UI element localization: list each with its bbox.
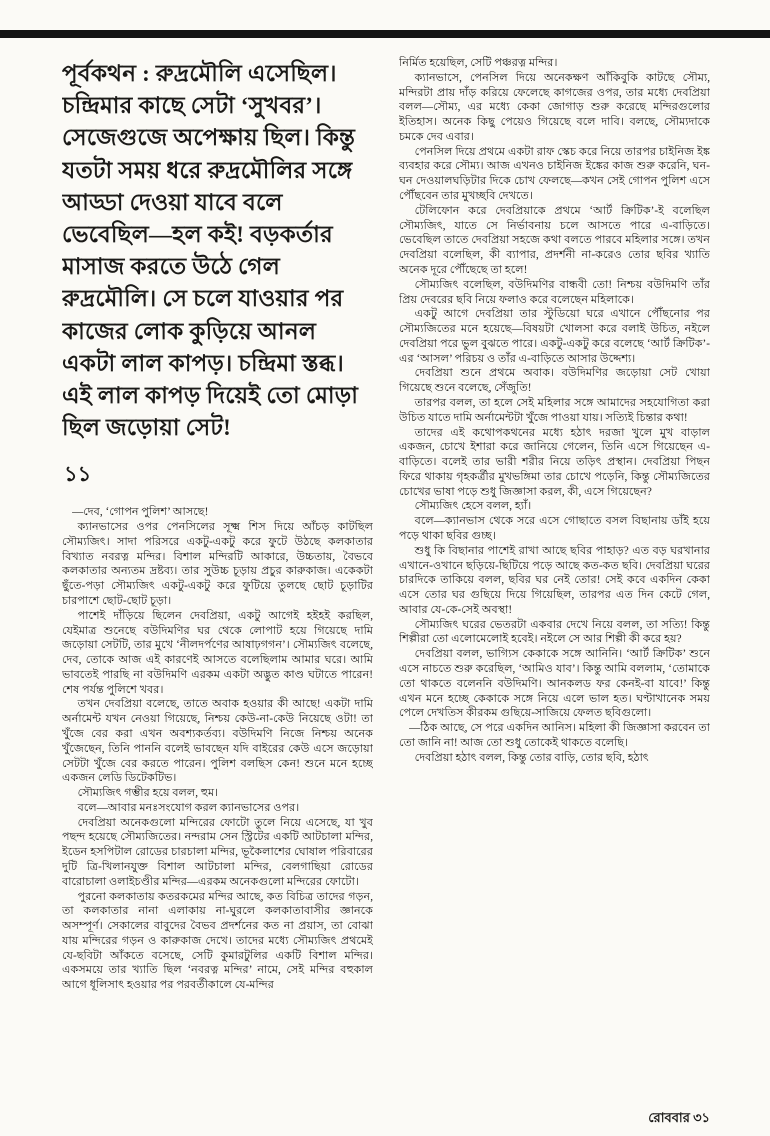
body-paragraph: —ঠিক আছে, সে পরে একদিন আনিস। মহিলা কী জিজ্ঞাসা করবেন তা তো জানি না! আজ তো শুধু তোকেই থাকতে বলেছি। bbox=[399, 722, 710, 749]
body-paragraph: সৌম্যজিৎ বলেছিল, বউদিমণির বান্ধবী তো! নিশ্চয় বউদিমণি তাঁর প্রিয় দেবরের ছবি নিয়ে ফলাও করে বলেছেন মহিলাকে। bbox=[399, 278, 710, 306]
body-paragraph: পাশেই দাঁড়িয়ে ছিলেন দেবপ্রিয়া, একটু আগেই হইহই করছিল, যেইমাত্র শুনেছে বউদিমণির ঘর থেকে লোপাট হয়ে গিয়েছে দামি জড়োয়া সেটটি, তার মুখে ‘নীলদর্পণের আষাঢ়গগন’। সৌম্যজিৎ বলেছে, দেব, তোকে আজ এই কারণেই আসতে বলেছিলাম আমার ঘরে। আমি ভাবতেই পারছি না বউদিমণি এরকম একটা অদ্ভুত কাণ্ড ঘটাতে পারেন! শেষ পর্যন্ত পুলিশে খবর। bbox=[62, 609, 373, 696]
body-paragraph: সৌম্যজিৎ ঘরের ভেতরটা একবার দেখে নিয়ে বলল, তা সত্যি! কিন্তু শিল্পীরা তো এলোমেলোই হবেই। নইলে সে আর শিল্পী কী করে হয়? bbox=[399, 618, 710, 646]
body-paragraph: তারপর বলল, তা হলে সেই মহিলার সঙ্গে আমাদের সহযোগিতা করা উচিত যাতে দামি অর্নামেন্টটা খুঁজে পাওয়া যায়। সত্যিই চিন্তার কথা! bbox=[399, 396, 710, 424]
scan-edge-bar bbox=[0, 30, 770, 38]
intro-blurb: পূর্বকথন : রুদ্রমৌলি এসেছিল। চন্দ্রিমার কাছে সেটা ‘সুখবর’। সেজেগুজে অপেক্ষায় ছিল। কিন্তু যতটা সময় ধরে রুদ্রমৌলির সঙ্গে আড্ডা দেওয়া যাবে বলে ভেবেছিল—হল কই! বড়কর্তার মাসাজ করতে উঠে গেল রুদ্রমৌলি। সে চলে যাওয়ার পর কাজের লোক কুড়িয়ে আনল একটা লাল কাপড়। চন্দ্রিমা স্তব্ধ। এই লাল কাপড় দিয়েই তো মোড়া ছিল জড়োয়া সেট! bbox=[62, 61, 359, 441]
body-paragraph: পুরনো কলকাতায় কতরকমের মন্দির আছে, কত বিচিত্র তাদের গড়ন, তা কলকাতার নানা এলাকায় না-ঘুরলে কলকাতাবাসীর জ্ঞানকে অসম্পূর্ণ। সেকালের বাবুদের বৈভব প্রদর্শনের কত না প্রয়াস, তা বোঝা যায় মন্দিরের গড়ন ও কারুকাজ দেখে। তাদের মধ্যে সৌম্যজিৎ প্রথমেই যে-ছবিটা আঁকতে বসেছে, সেটি কুমারটুলির একটি বিশাল মন্দির। একসময়ে তার খ্যাতি ছিল ‘নবরত্ন মন্দির’ নামে, সেই মন্দির বহুকাল আগে ধূলিসাৎ হওয়ার পর পরবর্তীকালে যে-মন্দির bbox=[62, 890, 373, 992]
body-paragraph: পেনসিল দিয়ে প্রথমে একটা রাফ স্কেচ করে নিয়ে তারপর চাইনিজ ইঙ্ক ব্যবহার করে সৌম্য। আজ এখনও চাইনিজ ইঙ্কের কাজ শুরু করেনি, ঘন-ঘন দেওয়ালঘড়িটার দিকে চোখ ফেলছে—কখন সেই গোপন পুলিশ এসে পৌঁছবেন তার মুখচ্ছবি দেখতে। bbox=[399, 145, 710, 203]
body-paragraph: দেবপ্রিয়া শুনে প্রথমে অবাক। বউদিমণির জড়োয়া সেট খোয়া গিয়েছে শুনে বলেছে, সেঁজুতি! bbox=[399, 367, 710, 395]
body-paragraph: একটু আগে দেবপ্রিয়া তার স্টুডিয়ো ঘরে এখানে পৌঁছনোর পর সৌম্যজিতের মনে হয়েছে—বিষয়টা খোলসা করে বলাই উচিত, নইলে দেবপ্রিয়া পরে ভুল বুঝতে পারে। একটু-একটু করে বলেছে ‘আর্ট ক্রিটিক’-এর ‘আসল’ পরিচয় ও তাঁর এ-বাড়িতে আসার উদ্দেশ্য। bbox=[399, 308, 710, 365]
body-paragraph: তাদের এই কথোপকথনের মধ্যে হঠাৎ দরজা খুলে মুখ বাড়াল একজন, চোখে ইশারা করে জানিয়ে গেলেন, তিনি এসে গিয়েছেন এ-বাড়িতে। বলেই তার ভারী শরীর নিয়ে তড়িৎ প্রস্থান। দেবপ্রিয়া পিছন ফিরে থাকায় গৃহকর্ত্রীর মুখভঙ্গিমা তার চোখে পড়েনি, কিন্তু সৌম্যজিতের চোখের ভাষা পড়ে শুধু জিজ্ঞাসা করল, কী, এসে গিয়েছেন? bbox=[399, 426, 710, 498]
body-paragraph: —দেব, ‘গোপন পুলিশ’ আসছে! bbox=[72, 506, 209, 519]
body-paragraph: দেবপ্রিয়া হঠাৎ বলল, কিন্তু তোর বাড়ি, তোর ছবি, হঠাৎ bbox=[414, 751, 649, 764]
body-paragraph: ক্যানভাসে, পেনসিল দিয়ে অনেকক্ষণ আঁকিবুকি কাটছে সৌম্য, মন্দিরটা প্রায় দাঁড় করিয়ে ফেলেছে কাগজের ওপর, তার মধ্যে দেবপ্রিয়া বলল—সৌম্য, এর মধ্যে কেকা জোগাড় শুরু করেছে মন্দিরগুলোর ইতিহাস। অনেক কিছু পেয়েও গিয়েছে বলে দাবি। বলছে, সৌম্যদাকে চমকে দেব এবার। bbox=[399, 71, 710, 143]
two-column-layout bbox=[62, 56, 710, 1106]
body-paragraph: শুধু কি বিছানার পাশেই রাখা আছে ছবির পাহাড়? এত বড় ঘরখানার এখানে-ওখানে ছড়িয়ে-ছিটিয়ে পড়ে আছে কত-কত ছবি। দেবপ্রিয়া ঘরের চারদিকে তাকিয়ে বলল, ছবির ঘর নেই তোর! সেই কবে একদিন কেকা এসে তোর ঘর গুছিয়ে দিয়ে গিয়েছিল, তারপর এত দিন কেটে গেল, আবার যে-কে-সেই অবস্থা! bbox=[399, 544, 710, 616]
left-column-body bbox=[62, 505, 373, 993]
body-paragraph: সৌম্যজিৎ হেসে বলল, হ্যাঁ। bbox=[414, 500, 532, 513]
body-paragraph: দেবপ্রিয়া অনেকগুলো মন্দিরের ফোটো তুলে নিয়ে এসেছে, যা খুব পছন্দ হয়েছে সৌম্যজিতের। নন্দরাম সেন স্ট্রিটের একটি আটচালা মন্দির, ইডেন হসপিটাল রোডের চারচালা মন্দির, ভূকৈলাশের ঘোষাল পরিবারের দুটি ত্রি-খিলানযুক্ত বিশাল আটচালা মন্দির, বেলগাছিয়া রোডের বারোচালা ওলাইচণ্ডীর মন্দির—এরকম অনেকগুলো মন্দিরের ফোটো। bbox=[62, 816, 373, 888]
body-paragraph: তখন দেবপ্রিয়া বলেছে, তাতে অবাক হওয়ার কী আছে! একটা দামি অর্নামেন্ট যখন নেওয়া গিয়েছে, নিশ্চয় কেউ-না-কেউ নিয়েছে ওটা! তা খুঁজে বের করা এখন অবশ্যকর্তব্য। বউদিমণি নিজে নিশ্চয় অনেক খুঁজেছেন, তিনি পাননি বলেই ভাবছেন যদি বাইরের কেউ এসে জড়োয়া সেটটা খুঁজে বের করতে পারেন। পুলিশ বলছিস কেন! শুনে মনে হচ্ছে একজন লেডি ডিটেকটিভ। bbox=[62, 698, 373, 785]
body-paragraph: নির্মিত হয়েছিল, সেটি পঞ্চরত্ন মন্দির। bbox=[399, 57, 558, 69]
body-paragraph: টেলিফোন করে দেবপ্রিয়াকে প্রথমে ‘আর্ট ক্রিটিক’-ই বলেছিল সৌম্যজিৎ, যাতে সে নির্ভাবনায় চলে আসতে পারে এ-বাড়িতে। ভেবেছিল তাতে দেবপ্রিয়া সহজে কথা বলতে পারবে মহিলার সঙ্গে। তখন দেবপ্রিয়া বলেছিল, কী ব্যাপার, প্রদর্শনী না-করেও তোর ছবির খ্যাতি অনেক দূরে পৌঁছেছে তা হলে! bbox=[399, 204, 710, 276]
body-paragraph: ক্যানভাসের ওপর পেনসিলের সূক্ষ্ম শিস দিয়ে আঁচড় কাটছিল সৌম্যজিৎ। সাদা পরিসরে একটু-একটু করে ফুটে উঠছে কলকাতার বিখ্যাত নবরত্ন মন্দির। বিশাল মন্দিরটি আকারে, উচ্চতায়, বৈভবে কলকাতার অন্যতম দ্রষ্টব্য। তার সুউচ্চ চূড়ায় প্রচুর কারুকাজ। একেকটা ছুঁতে-পড়া সৌম্যজিৎ একটু-একটু করে ফুটিয়ে তুলছে ছোট চূড়াটির চারপাশে ছোট-ছোট চূড়া। bbox=[62, 521, 373, 607]
body-paragraph: বলে—আবার মনঃসংযোগ করল ক্যানভাসের ওপর। bbox=[77, 801, 300, 814]
right-column-body bbox=[399, 56, 710, 766]
chapter-number: ১১ bbox=[64, 462, 92, 487]
body-paragraph: বলে—ক্যানভাস থেকে সরে এসে গোছাতে বসল বিছানায় ডাঁই হয়ে পড়ে থাকা ছবির গুচ্ছ। bbox=[399, 515, 710, 542]
body-paragraph: সৌম্যজিৎ গম্ভীর হয়ে বলল, হুম। bbox=[77, 787, 219, 800]
body-paragraph: দেবপ্রিয়া বলল, ভাগ্যিস কেকাকে সঙ্গে আনিনি। ‘আর্ট ক্রিটিক’ শুনে এসে নাচতে শুরু করেছিল, ‘আমিও যাব’। কিন্তু আমি বললাম, ‘তোমাকে তো থাকতে বলেননি বউদিমণি। আনকলড ফর কেনই-বা যাবে!’ কিন্তু এখন মনে হচ্ছে কেকাকে সঙ্গে নিয়ে এলে ভাল হত। ঘণ্টাখানেক সময় পেলে দেখতিস কীরকম গুছিয়ে-সাজিয়ে ফেলত ছবিগুলো। bbox=[399, 648, 710, 720]
left-column bbox=[62, 56, 373, 1106]
right-column bbox=[399, 56, 710, 1106]
page-footer: রোববার ৩১ bbox=[648, 1110, 710, 1125]
